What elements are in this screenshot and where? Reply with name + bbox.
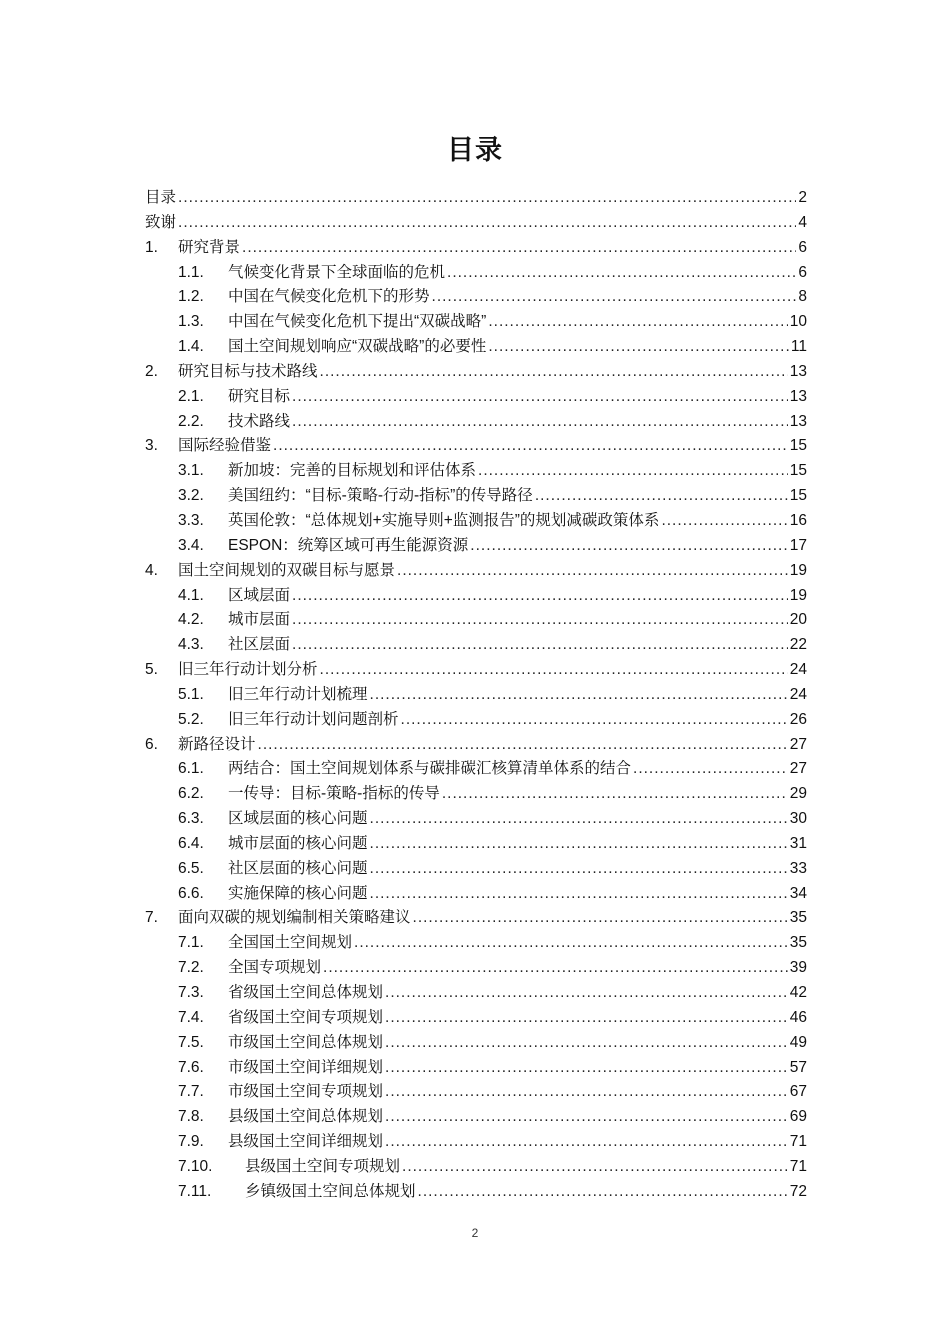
toc-entry-page: 8 — [798, 288, 807, 306]
toc-entry-label: 市级国土空间专项规划 — [228, 1083, 384, 1101]
toc-entry-label: 城市层面 — [228, 611, 291, 629]
toc-entry-page: 13 — [789, 387, 807, 405]
toc-entry-number: 7.1. — [178, 934, 204, 952]
toc-entry-page: 26 — [789, 710, 807, 728]
toc-entry-page: 49 — [789, 1033, 807, 1051]
dot-leader — [402, 1155, 788, 1180]
toc-entry-page: 16 — [789, 511, 807, 529]
toc-entry-number: 5. — [145, 661, 158, 679]
toc-entry-label: 省级国土空间总体规划 — [228, 984, 384, 1001]
toc-entry-label: 两结合：国土空间规划体系与碳排碳汇核算清单体系的结合 — [228, 760, 632, 778]
toc-entry-label: 一传导：目标-策略-指标的传导 — [228, 785, 440, 803]
toc-entry-number: 6.4. — [178, 834, 204, 852]
toc-entry-number: 7.2. — [178, 959, 204, 977]
toc-entry-number: 7.4. — [178, 1008, 204, 1026]
toc-entry[interactable] — [145, 484, 807, 509]
toc-entry[interactable] — [145, 335, 807, 360]
dot-leader — [370, 857, 788, 882]
dot-leader — [401, 708, 788, 733]
toc-entry-page: 57 — [789, 1058, 807, 1076]
dot-leader — [370, 807, 788, 832]
toc-entry[interactable] — [145, 757, 807, 782]
dot-leader — [418, 1180, 788, 1205]
dot-leader — [292, 385, 788, 410]
dot-leader — [370, 832, 788, 857]
toc-entry-label: 实施保障的核心问题 — [228, 884, 368, 902]
toc-entry-label: 中国在气候变化危机下的形势 — [228, 288, 430, 306]
toc-entry[interactable] — [145, 410, 807, 435]
toc-entry-page: 20 — [789, 611, 807, 629]
toc-entry-label: 英国伦敦：“总体规划+实施导则+监测报告”的规划减碳政策体系 — [228, 511, 660, 529]
toc-entry-number: 7.6. — [178, 1058, 204, 1076]
toc-entry[interactable] — [145, 1056, 807, 1081]
toc-entry[interactable] — [145, 434, 807, 459]
toc-entry-number: 7.5. — [178, 1033, 204, 1051]
toc-entry-label: 乡镇级国土空间总体规划 — [245, 1182, 416, 1200]
toc-entry-number: 7.8. — [178, 1108, 204, 1126]
toc-entry[interactable] — [145, 1080, 807, 1105]
toc-entry[interactable] — [145, 633, 807, 658]
toc-entry-label: 城市层面的核心问题 — [228, 834, 368, 852]
toc-entry-label: 气候变化背景下全球面临的危机 — [228, 263, 446, 281]
toc-entry-page: 30 — [789, 810, 807, 828]
toc-entry-label: 致谢 — [145, 213, 177, 231]
toc-entry-page: 24 — [789, 685, 807, 703]
toc-entry-page: 67 — [789, 1083, 807, 1101]
toc-entry[interactable] — [145, 261, 807, 286]
toc-entry[interactable] — [145, 832, 807, 857]
dot-leader — [470, 534, 787, 559]
toc-entry-page: 69 — [789, 1108, 807, 1126]
toc-entry-label: 新加坡：完善的目标规划和评估体系 — [228, 462, 477, 480]
toc-entry[interactable] — [145, 285, 807, 310]
dot-leader — [385, 1031, 788, 1056]
toc-entry[interactable] — [145, 1006, 807, 1031]
toc-entry[interactable] — [145, 385, 807, 410]
toc-entry-page: 46 — [789, 1008, 807, 1026]
toc-entry-page: 39 — [789, 959, 807, 977]
toc-entry-number: 7.3. — [178, 984, 204, 1001]
toc-entry-page: 34 — [789, 884, 807, 902]
toc-entry-page: 42 — [789, 984, 807, 1001]
toc-entry[interactable] — [145, 186, 807, 211]
toc-entry-number: 4.3. — [178, 636, 204, 654]
toc-entry[interactable] — [145, 956, 807, 981]
toc-entry[interactable] — [145, 1180, 807, 1205]
toc-entry-label: 旧三年行动计划梳理 — [228, 685, 368, 703]
toc-entry-label: 县级国土空间专项规划 — [245, 1157, 401, 1175]
dot-leader — [447, 261, 796, 286]
toc-entry[interactable] — [145, 708, 807, 733]
toc-entry-page: 35 — [789, 909, 807, 927]
toc-entry-number: 7.7. — [178, 1083, 204, 1101]
toc-entry[interactable] — [145, 882, 807, 907]
toc-entry-number: 4.1. — [178, 586, 204, 604]
toc-entry-number: 6.3. — [178, 810, 204, 828]
toc-entry-label: 新路径设计 — [178, 735, 256, 753]
toc-entry-number: 1.3. — [178, 313, 204, 331]
toc-entry-number: 6.2. — [178, 785, 204, 803]
dot-leader — [320, 658, 788, 683]
toc-entry-label: 研究背景 — [178, 238, 241, 256]
dot-leader — [413, 906, 788, 931]
toc-entry-number: 5.2. — [178, 710, 204, 728]
toc-entry-page: 33 — [789, 859, 807, 877]
toc-entry[interactable] — [145, 1155, 807, 1180]
toc-entry-label: 目录 — [145, 189, 177, 206]
toc-entry[interactable] — [145, 807, 807, 832]
dot-leader — [385, 1105, 788, 1130]
toc-entry-number: 6. — [145, 735, 158, 753]
toc-entry[interactable] — [145, 534, 807, 559]
toc-entry-number: 4.2. — [178, 611, 204, 629]
dot-leader — [385, 1006, 788, 1031]
toc-entry[interactable] — [145, 981, 807, 1006]
toc-entry-label: 社区层面 — [228, 636, 291, 654]
toc-entry-page: 24 — [789, 661, 807, 679]
toc-entry-number: 3. — [145, 437, 158, 455]
toc-entry[interactable] — [145, 1105, 807, 1130]
toc-entry-number: 2.1. — [178, 387, 204, 405]
toc-entry-label: 全国专项规划 — [228, 959, 322, 977]
toc-entry-label: 旧三年行动计划问题剖析 — [228, 710, 399, 728]
toc-entry[interactable] — [145, 236, 807, 261]
toc-entry-number: 6.6. — [178, 884, 204, 902]
toc-entry-label: 市级国土空间详细规划 — [228, 1058, 384, 1076]
toc-entry-page: 6 — [798, 263, 807, 281]
toc-entry-number: 3.4. — [178, 536, 204, 554]
toc-entry-label: 面向双碳的规划编制相关策略建议 — [178, 909, 411, 927]
toc-entry-number: 1.4. — [178, 338, 204, 356]
toc-entry-number: 7.10. — [178, 1157, 213, 1175]
toc-entry[interactable] — [145, 1031, 807, 1056]
toc-entry-label: 技术路线 — [228, 412, 291, 430]
toc-entry-page: 4 — [798, 213, 807, 231]
toc-entry-page: 19 — [789, 561, 807, 579]
toc-entry-page: 10 — [789, 313, 807, 331]
toc-entry-label: ESPON：统筹区域可再生能源资源 — [228, 536, 469, 554]
toc-entry[interactable] — [145, 658, 807, 683]
toc-entry[interactable] — [145, 360, 807, 385]
dot-leader — [488, 335, 789, 360]
toc-entry-number: 5.1. — [178, 685, 204, 703]
toc-entry-page: 6 — [798, 238, 807, 256]
dot-leader — [320, 360, 788, 385]
toc-entry-page: 19 — [789, 586, 807, 604]
toc-entry-label: 县级国土空间总体规划 — [228, 1108, 384, 1126]
toc-entry-label: 区域层面 — [228, 586, 291, 604]
toc-entry[interactable] — [145, 584, 807, 609]
toc-entry-page: 17 — [789, 536, 807, 554]
toc-entry-label: 研究目标 — [228, 387, 291, 405]
toc-entry-label: 省级国土空间专项规划 — [228, 1008, 384, 1026]
toc-entry[interactable] — [145, 211, 807, 236]
dot-leader — [292, 584, 788, 609]
toc-entry[interactable] — [145, 1130, 807, 1155]
toc-entry-number: 2.2. — [178, 412, 204, 430]
dot-leader — [370, 683, 788, 708]
dot-leader — [478, 459, 788, 484]
toc-entry[interactable] — [145, 608, 807, 633]
toc-entry-label: 中国在气候变化危机下提出“双碳战略” — [228, 313, 487, 331]
toc-entry[interactable] — [145, 857, 807, 882]
dot-leader — [273, 434, 788, 459]
toc-entry-page: 27 — [789, 735, 807, 753]
toc-entry-number: 3.3. — [178, 511, 204, 529]
toc-entry[interactable] — [145, 733, 807, 758]
toc-entry-page: 31 — [789, 834, 807, 852]
dot-leader — [292, 608, 788, 633]
toc-entry-number: 2. — [145, 362, 158, 380]
toc-entry-page: 22 — [789, 636, 807, 654]
toc-entry-number: 4. — [145, 561, 158, 579]
toc-entry-label: 市级国土空间总体规划 — [228, 1033, 384, 1051]
toc-entry[interactable] — [145, 509, 807, 534]
toc-entry-label: 县级国土空间详细规划 — [228, 1133, 384, 1151]
dot-leader — [385, 1080, 788, 1105]
toc-entry[interactable] — [145, 931, 807, 956]
toc-entry-page: 13 — [789, 412, 807, 430]
toc-entry-label: 美国纽约：“目标-策略-行动-指标”的传导路径 — [228, 487, 533, 505]
dot-leader — [370, 882, 788, 907]
toc-entry-number: 3.2. — [178, 487, 204, 505]
dot-leader — [323, 956, 788, 981]
dot-leader — [432, 285, 797, 310]
toc-entry-label: 社区层面的核心问题 — [228, 859, 368, 877]
page-number-footer: 2 — [471, 1226, 479, 1240]
toc-entry-number: 1. — [145, 238, 158, 256]
toc-entry-page: 11 — [790, 338, 807, 356]
toc-entry-page: 15 — [789, 437, 807, 455]
toc-entry[interactable] — [145, 683, 807, 708]
dot-leader — [292, 410, 788, 435]
dot-leader — [258, 733, 788, 758]
toc-entry-label: 国土空间规划的双碳目标与愿景 — [178, 561, 396, 579]
dot-leader — [397, 559, 788, 584]
toc-entry-number: 7.11. — [178, 1182, 212, 1200]
toc-entry-label: 全国国土空间规划 — [228, 934, 353, 952]
dot-leader — [442, 782, 788, 807]
toc-entry-number: 1.1. — [178, 263, 204, 281]
page-title: 目录 — [447, 135, 503, 165]
dot-leader — [178, 186, 796, 211]
toc-entry-page: 71 — [789, 1133, 807, 1151]
dot-leader — [242, 236, 796, 261]
dot-leader — [488, 310, 787, 335]
dot-leader — [633, 757, 788, 782]
toc-entry[interactable] — [145, 559, 807, 584]
toc-entry-number: 1.2. — [178, 288, 204, 306]
toc-entry-page: 71 — [789, 1157, 807, 1175]
dot-leader — [178, 211, 796, 236]
toc-entry-page: 15 — [789, 462, 807, 480]
toc-entry-number: 3.1. — [178, 462, 204, 480]
toc-entry-page: 72 — [789, 1182, 807, 1200]
toc-entry[interactable] — [145, 310, 807, 335]
toc-entry-page: 2 — [798, 189, 807, 206]
toc-entry-page: 27 — [789, 760, 807, 778]
dot-leader — [385, 1056, 788, 1081]
dot-leader — [661, 509, 787, 534]
toc-entry[interactable] — [145, 459, 807, 484]
toc-entry[interactable] — [145, 906, 807, 931]
toc-entry-page: 13 — [789, 362, 807, 380]
toc-entry-label: 国际经验借鉴 — [178, 437, 272, 455]
dot-leader — [385, 981, 788, 1006]
toc-entry-page: 15 — [789, 487, 807, 505]
dot-leader — [292, 633, 788, 658]
toc-entry-number: 6.1. — [178, 760, 204, 778]
toc-entry-number: 7.9. — [178, 1133, 204, 1151]
toc-entry-label: 国土空间规划响应“双碳战略”的必要性 — [228, 338, 487, 356]
toc-entry-number: 6.5. — [178, 859, 204, 877]
toc-entry-label: 旧三年行动计划分析 — [178, 661, 318, 679]
toc-entry-number: 7. — [145, 909, 158, 927]
toc-entry-page: 35 — [789, 934, 807, 952]
toc-entry-page: 29 — [789, 785, 807, 803]
dot-leader — [354, 931, 788, 956]
dot-leader — [385, 1130, 788, 1155]
dot-leader — [535, 484, 788, 509]
toc-entry-label: 区域层面的核心问题 — [228, 810, 368, 828]
table-of-contents — [145, 186, 807, 1205]
toc-entry-label: 研究目标与技术路线 — [178, 362, 318, 380]
toc-entry[interactable] — [145, 782, 807, 807]
